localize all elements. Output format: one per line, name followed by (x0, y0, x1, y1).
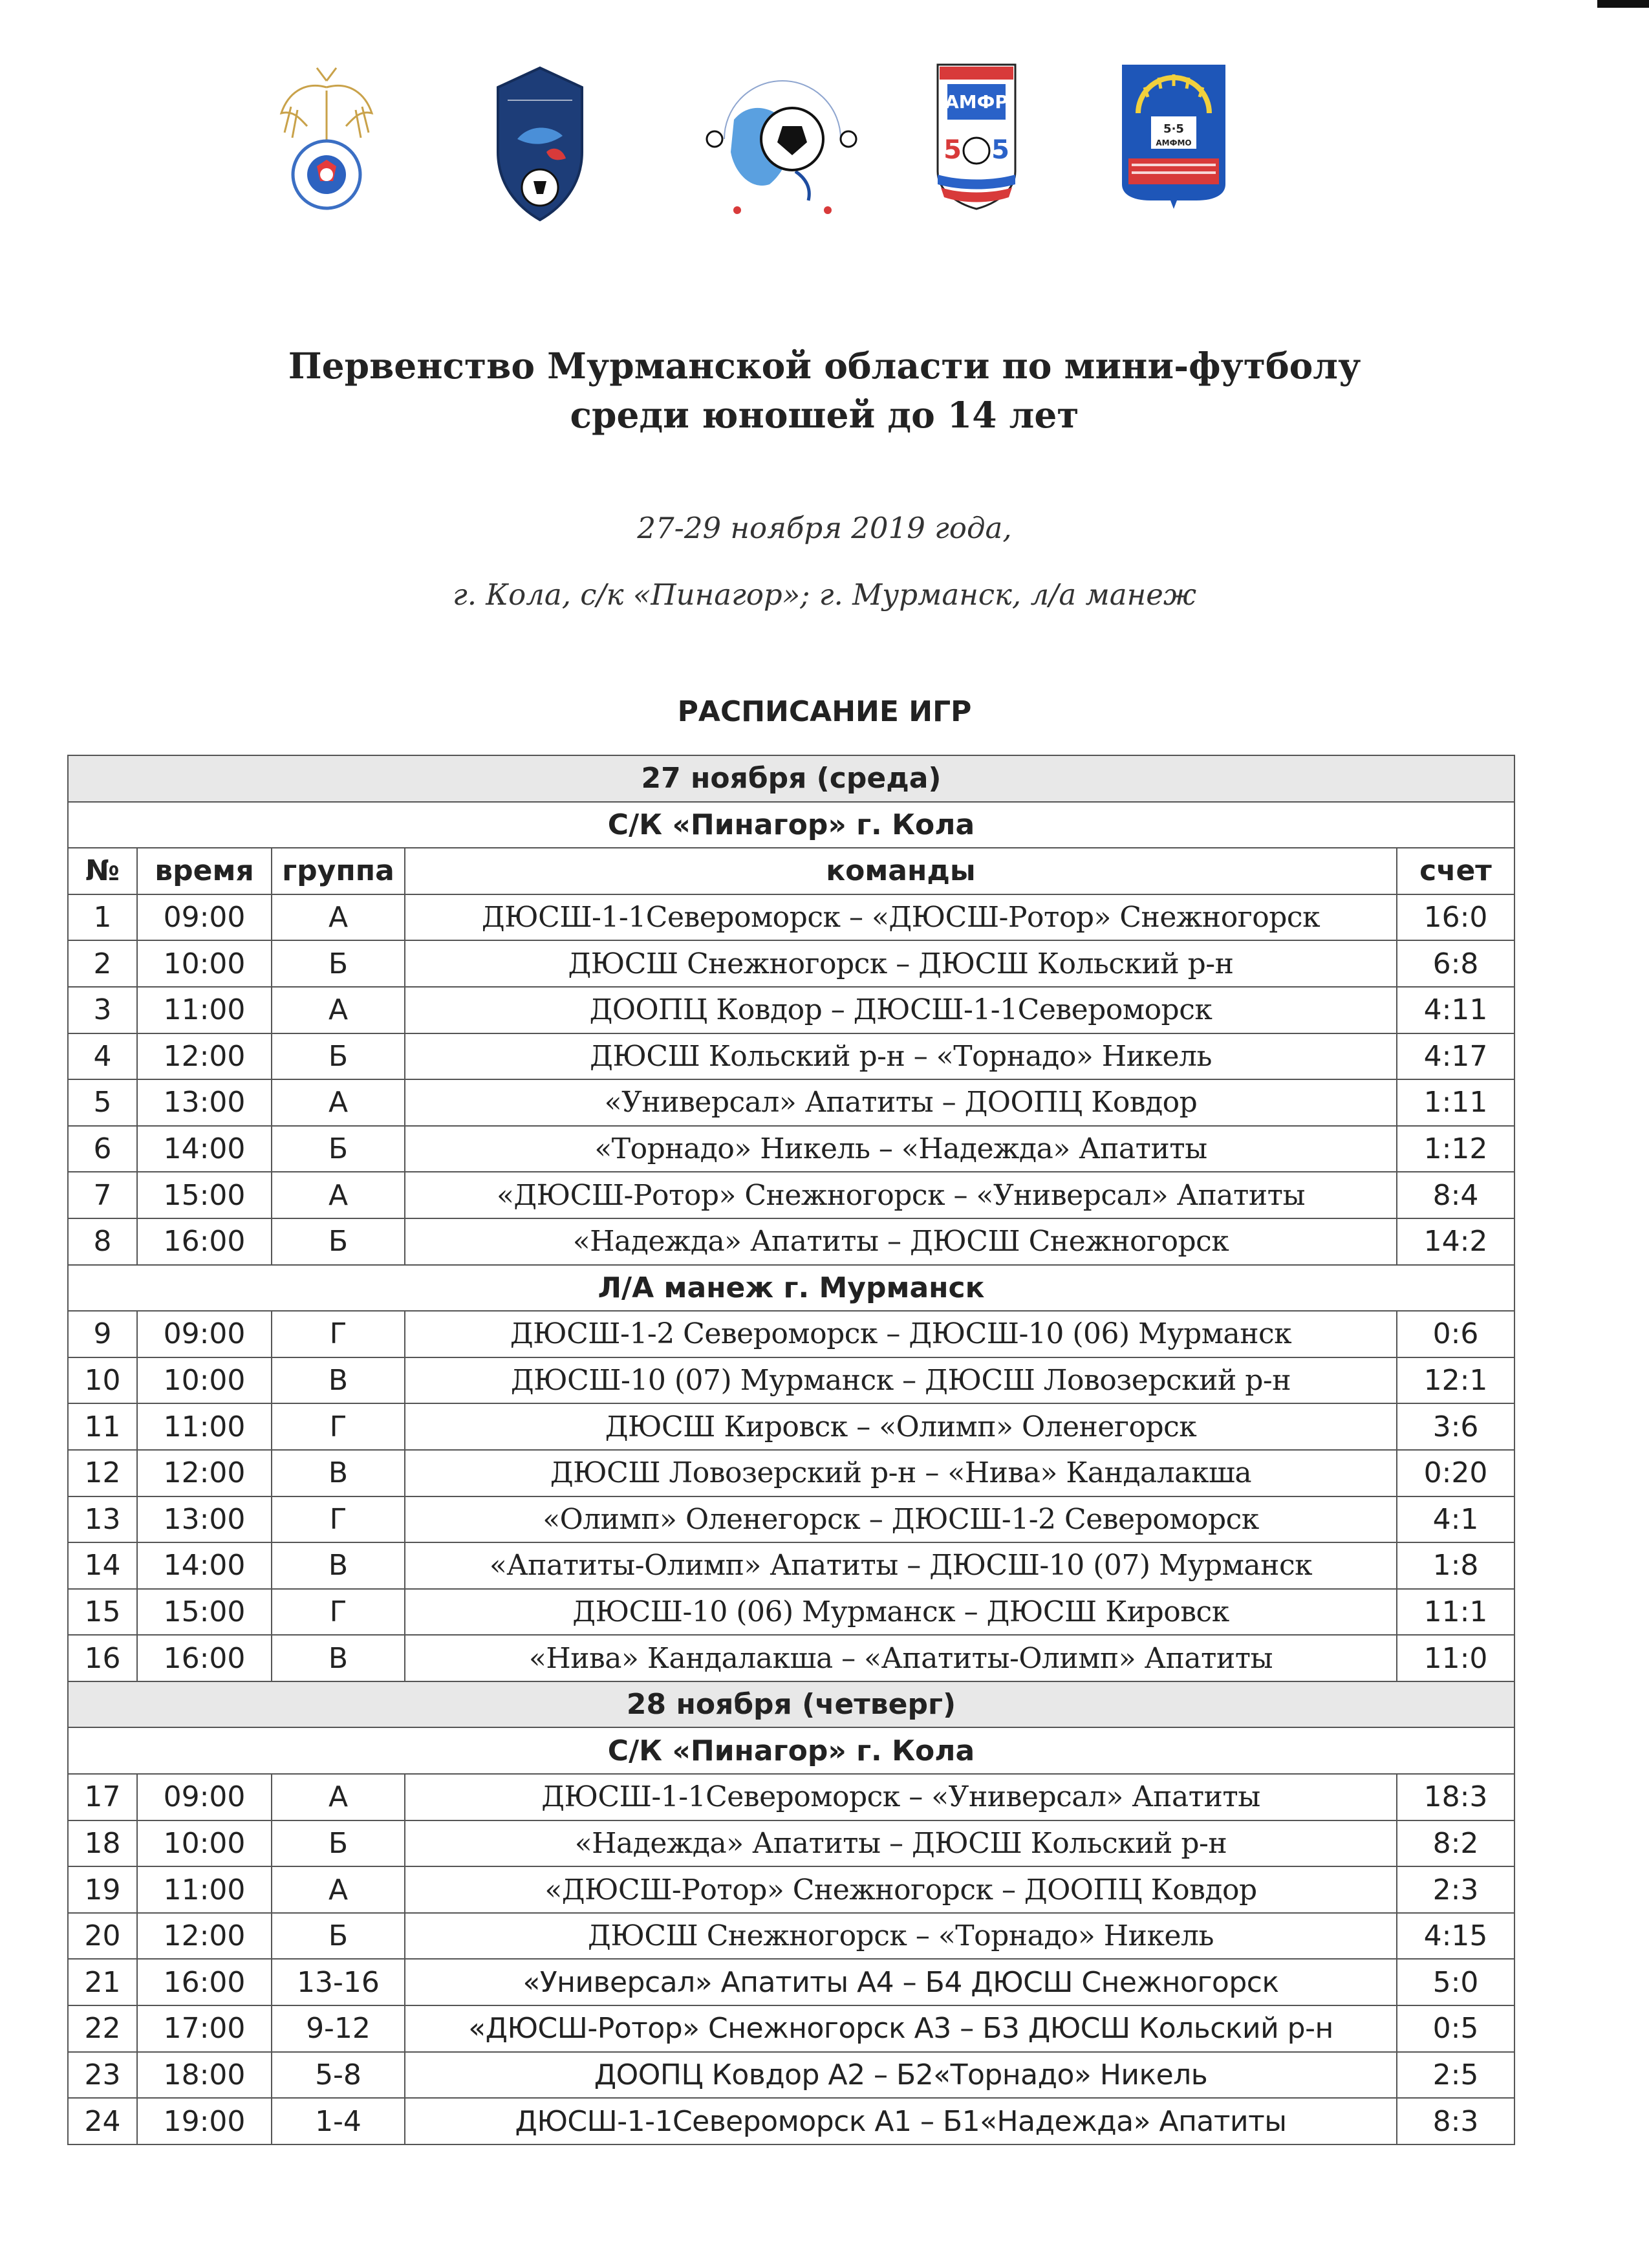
game-group: А (272, 1079, 405, 1126)
game-group: 1-4 (272, 2098, 405, 2144)
game-teams: «ДЮСШ-Ротор» Снежногорск – ДООПЦ Ковдор (405, 1866, 1397, 1913)
game-teams: «Надежда» Апатиты – ДЮСШ Кольский р-н (405, 1820, 1397, 1867)
game-group: А (272, 894, 405, 941)
game-teams: ДЮСШ Снежногорск – «Торнадо» Никель (405, 1913, 1397, 1960)
game-score: 14:2 (1397, 1218, 1514, 1265)
table-row (68, 1311, 1514, 1357)
game-time: 17:00 (137, 2005, 272, 2052)
table-row (68, 1866, 1514, 1913)
game-group: 5-8 (272, 2052, 405, 2099)
table-row (68, 1589, 1514, 1636)
game-group: Г (272, 1311, 405, 1357)
game-teams: «Универсал» Апатиты – ДООПЦ Ковдор (405, 1079, 1397, 1126)
game-number: 16 (68, 1635, 137, 1681)
game-score: 4:15 (1397, 1913, 1514, 1960)
table-row (68, 1450, 1514, 1496)
game-number: 9 (68, 1311, 137, 1357)
game-group: В (272, 1450, 405, 1496)
logos-row (278, 61, 1235, 236)
game-teams: ДЮСШ Снежногорск – ДЮСШ Кольский р-н (405, 940, 1397, 987)
table-row (68, 1126, 1514, 1172)
game-time: 13:00 (137, 1496, 272, 1543)
game-number: 21 (68, 1959, 137, 2005)
game-teams: ДЮСШ Кировск – «Олимп» Оленегорск (405, 1403, 1397, 1450)
game-number: 4 (68, 1033, 137, 1080)
game-time: 13:00 (137, 1079, 272, 1126)
venue-header-row (68, 802, 1514, 848)
game-teams: ДЮСШ-1-2 Североморск – ДЮСШ-10 (06) Мурманск (405, 1311, 1397, 1357)
game-score: 11:1 (1397, 1589, 1514, 1636)
game-number: 13 (68, 1496, 137, 1543)
table-row (68, 1496, 1514, 1543)
game-time: 16:00 (137, 1218, 272, 1265)
game-number: 15 (68, 1589, 137, 1636)
game-time: 14:00 (137, 1126, 272, 1172)
game-number: 10 (68, 1357, 137, 1404)
svg-text:5: 5 (991, 135, 1009, 165)
game-number: 19 (68, 1866, 137, 1913)
game-score: 2:5 (1397, 2052, 1514, 2099)
scan-edge-mark (1597, 0, 1649, 8)
table-row (68, 894, 1514, 941)
game-time: 16:00 (137, 1959, 272, 2005)
game-number: 18 (68, 1820, 137, 1867)
game-score: 2:3 (1397, 1866, 1514, 1913)
game-group: Б (272, 1913, 405, 1960)
venue-header: С/К «Пинагор» г. Кола (68, 1727, 1514, 1774)
game-score: 11:0 (1397, 1635, 1514, 1681)
game-group: Б (272, 1218, 405, 1265)
game-time: 16:00 (137, 1635, 272, 1681)
game-group: А (272, 987, 405, 1033)
game-number: 3 (68, 987, 137, 1033)
table-row (68, 2005, 1514, 2052)
venue-header-row (68, 1727, 1514, 1774)
game-score: 0:5 (1397, 2005, 1514, 2052)
game-teams: ДЮСШ-10 (07) Мурманск – ДЮСШ Ловозерский р-н (405, 1357, 1397, 1404)
game-group: А (272, 1866, 405, 1913)
north-west-football-union-logo (491, 61, 588, 223)
game-group: А (272, 1172, 405, 1218)
game-time: 11:00 (137, 987, 272, 1033)
game-score: 6:8 (1397, 940, 1514, 987)
column-header-score: счет (1397, 848, 1514, 894)
table-row (68, 1542, 1514, 1589)
rfu-eagle-logo (278, 61, 375, 230)
game-score: 3:6 (1397, 1403, 1514, 1450)
game-score: 1:11 (1397, 1079, 1514, 1126)
schedule-title: РАСПИСАНИЕ ИГР (677, 695, 972, 728)
svg-text:АМФР: АМФР (945, 91, 1008, 113)
game-group: А (272, 1774, 405, 1820)
game-teams: ДООПЦ Ковдор – ДЮСШ-1-1Североморск (405, 987, 1397, 1033)
game-teams: «ДЮСШ-Ротор» Снежногорск А3 – Б3 ДЮСШ Кольский р-н (405, 2005, 1397, 2052)
day-header-row (68, 1681, 1514, 1728)
game-teams: «Надежда» Апатиты – ДЮСШ Снежногорск (405, 1218, 1397, 1265)
game-number: 2 (68, 940, 137, 987)
game-time: 11:00 (137, 1866, 272, 1913)
game-time: 15:00 (137, 1589, 272, 1636)
table-row (68, 1079, 1514, 1126)
game-score: 4:11 (1397, 987, 1514, 1033)
game-number: 20 (68, 1913, 137, 1960)
event-venues: г. Кола, с/к «Пинагор»; г. Мурманск, л/а манеж (452, 578, 1197, 612)
table-row (68, 2052, 1514, 2099)
game-group: 13-16 (272, 1959, 405, 2005)
game-group: Г (272, 1403, 405, 1450)
game-score: 1:12 (1397, 1126, 1514, 1172)
game-time: 12:00 (137, 1033, 272, 1080)
game-time: 10:00 (137, 1820, 272, 1867)
game-group: Б (272, 1033, 405, 1080)
column-header-group: группа (272, 848, 405, 894)
game-teams: «Нива» Кандалакша – «Апатиты-Олимп» Апатиты (405, 1635, 1397, 1681)
game-teams: «ДЮСШ-Ротор» Снежногорск – «Универсал» Апатиты (405, 1172, 1397, 1218)
page-title-line-2: среди юношей до 14 лет (570, 394, 1079, 436)
game-teams: «Универсал» Апатиты А4 – Б4 ДЮСШ Снежногорск (405, 1959, 1397, 2005)
column-header-row (68, 848, 1514, 894)
game-teams: ДООПЦ Ковдор А2 – Б2«Торнадо» Никель (405, 2052, 1397, 2099)
game-time: 09:00 (137, 894, 272, 941)
game-number: 17 (68, 1774, 137, 1820)
game-teams: «Апатиты-Олимп» Апатиты – ДЮСШ-10 (07) Мурманск (405, 1542, 1397, 1589)
game-time: 09:00 (137, 1774, 272, 1820)
game-score: 4:1 (1397, 1496, 1514, 1543)
table-row (68, 1172, 1514, 1218)
table-row (68, 1033, 1514, 1080)
table-row (68, 1635, 1514, 1681)
game-time: 18:00 (137, 2052, 272, 2099)
game-number: 8 (68, 1218, 137, 1265)
game-group: Г (272, 1589, 405, 1636)
game-score: 4:17 (1397, 1033, 1514, 1080)
table-row (68, 1774, 1514, 1820)
game-score: 12:1 (1397, 1357, 1514, 1404)
game-score: 18:3 (1397, 1774, 1514, 1820)
game-group: Б (272, 1820, 405, 1867)
game-number: 5 (68, 1079, 137, 1126)
game-group: 9-12 (272, 2005, 405, 2052)
game-score: 16:0 (1397, 894, 1514, 941)
svg-text:АМФМО: АМФМО (1156, 138, 1192, 147)
game-time: 10:00 (137, 940, 272, 987)
murmansk-minifootball-association-logo (1119, 61, 1229, 210)
game-score: 5:0 (1397, 1959, 1514, 2005)
title-block (0, 341, 1649, 440)
game-score: 0:20 (1397, 1450, 1514, 1496)
table-row (68, 1913, 1514, 1960)
game-group: Б (272, 940, 405, 987)
game-score: 8:4 (1397, 1172, 1514, 1218)
column-header-teams: команды (405, 848, 1397, 894)
game-number: 1 (68, 894, 137, 941)
game-group: Г (272, 1496, 405, 1543)
column-header-no: № (68, 848, 137, 894)
game-teams: «Олимп» Оленегорск – ДЮСШ-1-2 Североморск (405, 1496, 1397, 1543)
game-teams: ДЮСШ-1-1Североморск А1 – Б1«Надежда» Апатиты (405, 2098, 1397, 2144)
venue-header-row (68, 1265, 1514, 1312)
game-time: 12:00 (137, 1913, 272, 1960)
svg-text:5·5: 5·5 (1163, 122, 1184, 136)
game-number: 24 (68, 2098, 137, 2144)
page-title-line-1: Первенство Мурманской области по мини-футболу (288, 345, 1361, 387)
event-dates: 27-29 ноября 2019 года, (637, 511, 1012, 545)
table-row (68, 1357, 1514, 1404)
game-teams: ДЮСШ Кольский р-н – «Торнадо» Никель (405, 1033, 1397, 1080)
game-score: 8:3 (1397, 2098, 1514, 2144)
game-time: 19:00 (137, 2098, 272, 2144)
game-time: 14:00 (137, 1542, 272, 1589)
table-row (68, 940, 1514, 987)
game-score: 1:8 (1397, 1542, 1514, 1589)
table-row (68, 987, 1514, 1033)
day-header: 27 ноября (среда) (68, 755, 1514, 802)
game-teams: ДЮСШ-10 (06) Мурманск – ДЮСШ Кировск (405, 1589, 1397, 1636)
day-header-row (68, 755, 1514, 802)
murmansk-football-federation-logo (698, 61, 867, 223)
game-time: 15:00 (137, 1172, 272, 1218)
game-number: 6 (68, 1126, 137, 1172)
amfr-logo (934, 61, 1018, 210)
venue-header: Л/А манеж г. Мурманск (68, 1265, 1514, 1312)
game-number: 7 (68, 1172, 137, 1218)
table-row (68, 1218, 1514, 1265)
game-group: В (272, 1542, 405, 1589)
game-time: 10:00 (137, 1357, 272, 1404)
venue-header: С/К «Пинагор» г. Кола (68, 802, 1514, 848)
game-number: 22 (68, 2005, 137, 2052)
svg-text:5: 5 (943, 135, 962, 165)
game-time: 11:00 (137, 1403, 272, 1450)
table-row (68, 1820, 1514, 1867)
table-row (68, 2098, 1514, 2144)
game-time: 12:00 (137, 1450, 272, 1496)
game-number: 14 (68, 1542, 137, 1589)
game-teams: ДЮСШ-1-1Североморск – «ДЮСШ-Ротор» Снежногорск (405, 894, 1397, 941)
game-group: В (272, 1635, 405, 1681)
column-header-time: время (137, 848, 272, 894)
game-teams: «Торнадо» Никель – «Надежда» Апатиты (405, 1126, 1397, 1172)
game-score: 0:6 (1397, 1311, 1514, 1357)
game-time: 09:00 (137, 1311, 272, 1357)
table-row (68, 1959, 1514, 2005)
game-number: 23 (68, 2052, 137, 2099)
schedule-table-body (68, 755, 1514, 2144)
game-score: 8:2 (1397, 1820, 1514, 1867)
game-teams: ДЮСШ-1-1Североморск – «Универсал» Апатиты (405, 1774, 1397, 1820)
schedule-table (67, 755, 1515, 2145)
day-header: 28 ноября (четверг) (68, 1681, 1514, 1728)
game-teams: ДЮСШ Ловозерский р-н – «Нива» Кандалакша (405, 1450, 1397, 1496)
table-row (68, 1403, 1514, 1450)
game-number: 12 (68, 1450, 137, 1496)
game-number: 11 (68, 1403, 137, 1450)
game-group: В (272, 1357, 405, 1404)
game-group: Б (272, 1126, 405, 1172)
